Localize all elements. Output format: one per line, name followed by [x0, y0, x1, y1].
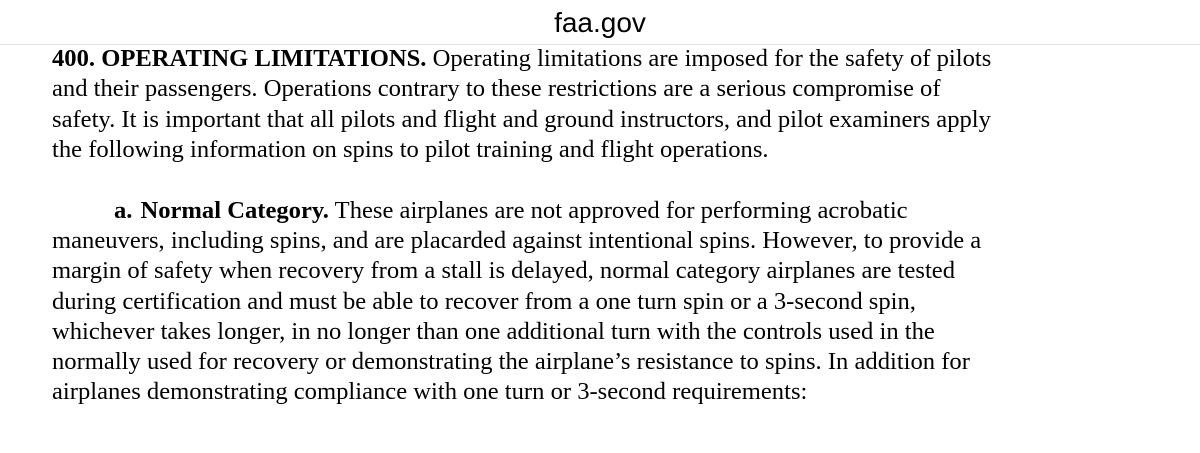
document-body: [52, 44, 1177, 408]
subsection-heading: Normal Category.: [140, 196, 329, 224]
subsection-line-3: margin of safety when recovery from a stall is delayed, normal category airplanes are tested: [52, 257, 956, 285]
section-line-1: Operating limitations are imposed for the safety of pilots: [432, 45, 992, 72]
subsection-line-4: during certification and must be able to recover from a one turn spin or a 3-second spin,: [52, 287, 916, 315]
subsection-line-6: normally used for recovery or demonstrating the airplane’s resistance to spins. In addition for: [52, 348, 970, 376]
section-line-4: the following information on spins to pilot training and flight operations.: [52, 135, 769, 163]
url-text: faa.gov: [554, 7, 646, 38]
subsection-line-7: airplanes demonstrating compliance with one turn or 3-second requirements:: [52, 378, 808, 406]
subsection-label: a.: [114, 196, 133, 224]
section-line-3: safety. It is important that all pilots and flight and ground instructors, and pilot examiners apply: [52, 105, 991, 133]
subsection-line-5: whichever takes longer, in no longer than one additional turn with the controls used in the: [52, 317, 935, 345]
subsection-line-1: These airplanes are not approved for performing acrobatic: [334, 196, 908, 224]
section-heading: 400. OPERATING LIMITATIONS.: [52, 45, 427, 72]
section-line-2: and their passengers. Operations contrary to these restrictions are a serious compromise of: [52, 75, 941, 103]
browser-address-bar[interactable]: [0, 0, 1200, 45]
subsection-a-paragraph: [52, 196, 1177, 408]
section-400-paragraph: [52, 44, 1177, 165]
subsection-line-2: maneuvers, including spins, and are placarded against intentional spins. However, to provide a: [52, 226, 982, 254]
